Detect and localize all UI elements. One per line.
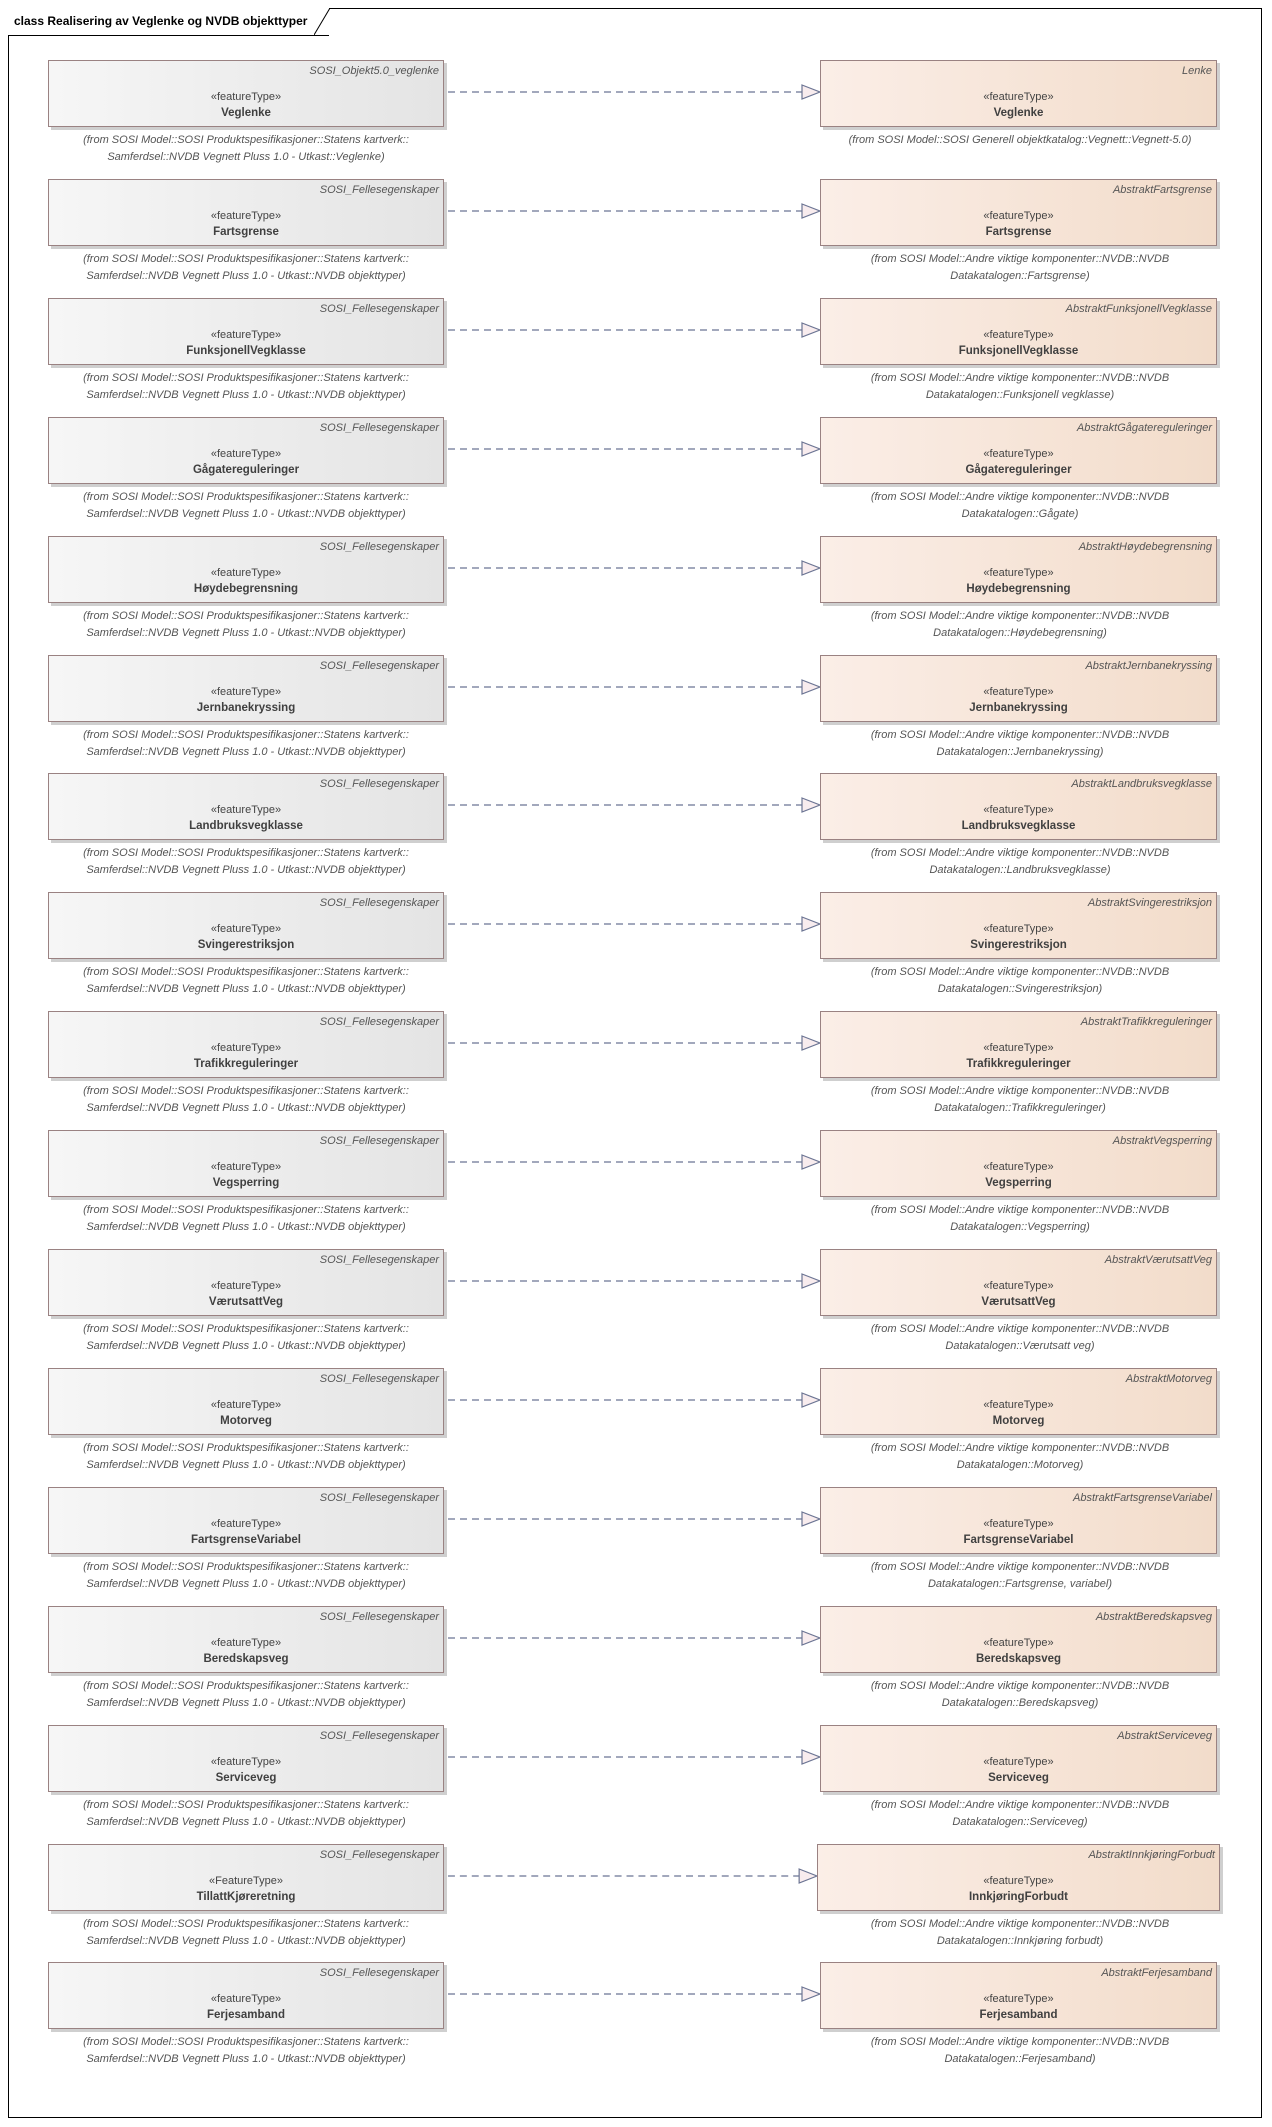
source-class-box[interactable]: [48, 1606, 444, 1673]
hollow-triangle-arrowhead-icon: [802, 1987, 820, 2001]
source-path-line-1: (from SOSI Model::SOSI Produktspesifikasjoner::Statens kartverk::: [83, 253, 409, 265]
source-class-name: Beredskapsveg: [203, 1653, 289, 1665]
source-package-path: [48, 608, 444, 642]
target-stereotype: «featureType»: [983, 1756, 1054, 1768]
source-class-box[interactable]: [48, 1844, 444, 1911]
source-stereotype: «featureType»: [210, 1161, 282, 1173]
target-path-line-2: Datakatalogen::Landbruksvegklasse): [929, 864, 1111, 876]
target-class-box[interactable]: [820, 1368, 1217, 1435]
target-class-box[interactable]: [820, 1962, 1217, 2029]
realization-row: [0, 1249, 1272, 1367]
source-class-name: Ferjesamband: [207, 2009, 285, 2021]
source-parent-class: SOSI_Fellesegenskaper: [319, 1016, 439, 1028]
target-stereotype: «featureType»: [983, 1280, 1054, 1292]
realization-row: [0, 179, 1272, 297]
target-class-box[interactable]: [820, 536, 1217, 603]
target-stereotype: «featureType»: [983, 923, 1054, 935]
realization-arrow[interactable]: [444, 201, 820, 221]
target-path-line-1: (from SOSI Model::Andre viktige komponenter::NVDB::NVDB: [870, 253, 1170, 265]
source-package-path: [48, 845, 444, 879]
target-package-path: [800, 251, 1240, 285]
target-path-line-1: (from SOSI Model::Andre viktige komponenter::NVDB::NVDB: [870, 729, 1170, 741]
source-class-box[interactable]: [48, 1249, 444, 1316]
realization-arrow[interactable]: [444, 1033, 820, 1053]
target-path-line-2: Datakatalogen::Serviceveg): [952, 1816, 1088, 1828]
source-path-line-1: (from SOSI Model::SOSI Produktspesifikasjoner::Statens kartverk::: [83, 134, 409, 146]
source-class-box[interactable]: [48, 1725, 444, 1792]
source-parent-class: SOSI_Fellesegenskaper: [319, 1730, 439, 1742]
source-path-line-1: (from SOSI Model::SOSI Produktspesifikasjoner::Statens kartverk::: [83, 1204, 409, 1216]
target-package-path: [800, 1321, 1240, 1355]
target-parent-class: Lenke: [1182, 65, 1212, 77]
target-stereotype: «featureType»: [983, 1518, 1054, 1530]
source-class-box[interactable]: [48, 536, 444, 603]
realization-arrow[interactable]: [444, 1390, 820, 1410]
target-stereotype: «featureType»: [983, 329, 1054, 341]
source-class-box[interactable]: [48, 892, 444, 959]
source-class-name: Høydebegrensning: [193, 583, 299, 595]
source-path-line-1: (from SOSI Model::SOSI Produktspesifikasjoner::Statens kartverk::: [83, 610, 409, 622]
source-path-line-1: (from SOSI Model::SOSI Produktspesifikasjoner::Statens kartverk::: [83, 2036, 409, 2048]
target-path-line-1: (from SOSI Model::Andre viktige komponenter::NVDB::NVDB: [870, 1442, 1170, 1454]
target-package-path: [800, 1797, 1240, 1831]
source-path-line-1: (from SOSI Model::SOSI Produktspesifikasjoner::Statens kartverk::: [83, 1680, 409, 1692]
target-path-line-1: (from SOSI Model::Andre viktige komponenter::NVDB::NVDB: [870, 1561, 1170, 1573]
target-parent-class: AbstraktBeredskapsveg: [1095, 1611, 1212, 1623]
realization-row: [0, 1962, 1272, 2080]
target-class-box[interactable]: [820, 298, 1217, 365]
target-path-line-2: Datakatalogen::Funksjonell vegklasse): [925, 389, 1115, 401]
source-class-box[interactable]: [48, 773, 444, 840]
source-class-name: Motorveg: [220, 1415, 272, 1427]
hollow-triangle-arrowhead-icon: [802, 1036, 820, 1050]
source-stereotype: «featureType»: [210, 1756, 282, 1768]
target-path-line-2: Datakatalogen::Fartsgrense): [950, 270, 1090, 282]
source-path-line-2: Samferdsel::NVDB Vegnett Pluss 1.0 - Utkast::NVDB objekttyper): [86, 1221, 406, 1233]
source-class-box[interactable]: [48, 1487, 444, 1554]
hollow-triangle-arrowhead-icon: [799, 1869, 817, 1883]
source-path-line-2: Samferdsel::NVDB Vegnett Pluss 1.0 - Utkast::NVDB objekttyper): [86, 1578, 406, 1590]
hollow-triangle-arrowhead-icon: [802, 561, 820, 575]
target-class-box[interactable]: [820, 60, 1217, 127]
target-parent-class: AbstraktFunksjonellVegklasse: [1065, 303, 1212, 315]
target-stereotype: «featureType»: [983, 1637, 1054, 1649]
source-path-line-1: (from SOSI Model::SOSI Produktspesifikasjoner::Statens kartverk::: [83, 1561, 409, 1573]
hollow-triangle-arrowhead-icon: [802, 85, 820, 99]
target-stereotype: «featureType»: [983, 804, 1054, 816]
target-parent-class: AbstraktFartsgrense: [1112, 184, 1212, 196]
source-class-name: Trafikkreguleringer: [193, 1058, 299, 1070]
realization-row: [0, 655, 1272, 773]
target-parent-class: AbstraktServiceveg: [1117, 1730, 1212, 1742]
source-class-name: Gågatereguleringer: [192, 464, 300, 476]
source-parent-class: SOSI_Fellesegenskaper: [319, 1849, 439, 1861]
target-stereotype: «featureType»: [983, 567, 1054, 579]
source-class-box[interactable]: [48, 179, 444, 246]
source-package-path: [48, 132, 444, 166]
target-path-line-2: Datakatalogen::Værutsatt veg): [945, 1340, 1095, 1352]
realization-row: [0, 1844, 1272, 1962]
source-parent-class: SOSI_Fellesegenskaper: [319, 422, 439, 434]
source-package-path: [48, 727, 444, 761]
source-path-line-2: Samferdsel::NVDB Vegnett Pluss 1.0 - Utkast::NVDB objekttyper): [86, 1935, 406, 1947]
source-stereotype: «featureType»: [210, 686, 282, 698]
target-path-line-1: (from SOSI Model::Andre viktige komponenter::NVDB::NVDB: [870, 1085, 1170, 1097]
target-path-line-2: Datakatalogen::Høydebegrensning): [933, 627, 1107, 639]
target-stereotype: «featureType»: [983, 91, 1054, 103]
target-class-box[interactable]: [820, 179, 1217, 246]
target-path-line-2: Datakatalogen::Jernbanekryssing): [936, 746, 1104, 758]
hollow-triangle-arrowhead-icon: [802, 1750, 820, 1764]
realization-arrow[interactable]: [444, 320, 820, 340]
target-package-path: [800, 370, 1240, 404]
realization-arrow[interactable]: [444, 558, 820, 578]
source-stereotype: «featureType»: [210, 329, 282, 341]
source-stereotype: «featureType»: [210, 210, 282, 222]
target-parent-class: AbstraktGågatereguleringer: [1076, 422, 1212, 434]
target-path-line-1: (from SOSI Model::Andre viktige komponenter::NVDB::NVDB: [870, 372, 1170, 384]
target-stereotype: «featureType»: [983, 1042, 1054, 1054]
hollow-triangle-arrowhead-icon: [802, 204, 820, 218]
target-path-line-2: Datakatalogen::Trafikkreguleringer): [934, 1102, 1106, 1114]
target-package-path: [800, 1678, 1240, 1712]
realization-arrow[interactable]: [444, 795, 820, 815]
source-path-line-2: Samferdsel::NVDB Vegnett Pluss 1.0 - Utkast::NVDB objekttyper): [86, 746, 406, 758]
target-path-line-1: (from SOSI Model::Andre viktige komponenter::NVDB::NVDB: [870, 847, 1170, 859]
realization-row: [0, 298, 1272, 416]
target-package-path: [800, 1202, 1240, 1236]
hollow-triangle-arrowhead-icon: [802, 1631, 820, 1645]
source-package-path: [48, 1559, 444, 1593]
source-stereotype: «featureType»: [210, 1637, 282, 1649]
source-parent-class: SOSI_Fellesegenskaper: [319, 778, 439, 790]
realization-arrow[interactable]: [444, 1747, 820, 1767]
target-parent-class: AbstraktTrafikkreguleringer: [1080, 1016, 1212, 1028]
realization-row: [0, 1487, 1272, 1605]
source-package-path: [48, 489, 444, 523]
tab-corner-icon: [314, 8, 330, 36]
source-class-box[interactable]: [48, 417, 444, 484]
target-class-name: Trafikkreguleringer: [966, 1058, 1071, 1070]
target-path-line-2: Datakatalogen::Motorveg): [956, 1459, 1084, 1471]
target-class-name: Gågatereguleringer: [965, 464, 1072, 476]
target-path-line-2: Datakatalogen::Fartsgrense, variabel): [927, 1578, 1113, 1590]
target-parent-class: AbstraktSvingerestriksjon: [1087, 897, 1212, 909]
source-class-name: FartsgrenseVariabel: [191, 1534, 301, 1546]
source-stereotype: «featureType»: [210, 1042, 282, 1054]
target-class-name: Motorveg: [992, 1415, 1045, 1427]
target-class-name: InnkjøringForbudt: [968, 1891, 1068, 1903]
source-class-box[interactable]: [48, 1011, 444, 1078]
target-path-line-1: (from SOSI Model::Andre viktige komponenter::NVDB::NVDB: [870, 1799, 1170, 1811]
source-parent-class: SOSI_Fellesegenskaper: [319, 1135, 439, 1147]
target-class-name: Jernbanekryssing: [969, 702, 1068, 714]
source-path-line-1: (from SOSI Model::SOSI Produktspesifikasjoner::Statens kartverk::: [83, 847, 409, 859]
target-class-name: VærutsattVeg: [981, 1296, 1056, 1308]
source-class-box[interactable]: [48, 1368, 444, 1435]
target-package-path: [800, 727, 1240, 761]
hollow-triangle-arrowhead-icon: [802, 917, 820, 931]
realization-row: [0, 1011, 1272, 1129]
source-path-line-1: (from SOSI Model::SOSI Produktspesifikasjoner::Statens kartverk::: [83, 1918, 409, 1930]
realization-row: [0, 536, 1272, 654]
target-path-line-1: (from SOSI Model::Andre viktige komponenter::NVDB::NVDB: [870, 491, 1170, 503]
realization-row: [0, 1368, 1272, 1486]
target-package-path: [800, 608, 1240, 642]
target-path-line-1: (from SOSI Model::Andre viktige komponenter::NVDB::NVDB: [870, 1918, 1170, 1930]
source-class-name: Vegsperring: [212, 1177, 280, 1189]
target-path-line-1: (from SOSI Model::Andre viktige komponenter::NVDB::NVDB: [870, 1680, 1170, 1692]
source-path-line-2: Samferdsel::NVDB Vegnett Pluss 1.0 - Utkast::NVDB objekttyper): [86, 508, 406, 520]
source-parent-class: SOSI_Fellesegenskaper: [319, 1611, 439, 1623]
source-parent-class: SOSI_Fellesegenskaper: [319, 660, 439, 672]
source-class-name: Svingerestriksjon: [197, 939, 295, 951]
realization-arrow[interactable]: [444, 1866, 817, 1886]
target-path-line-1: (from SOSI Model::Andre viktige komponenter::NVDB::NVDB: [870, 966, 1170, 978]
target-parent-class: AbstraktMotorveg: [1125, 1373, 1212, 1385]
realization-row: [0, 1130, 1272, 1248]
target-package-path: [800, 132, 1240, 149]
source-class-box[interactable]: [48, 1130, 444, 1197]
source-path-line-1: (from SOSI Model::SOSI Produktspesifikasjoner::Statens kartverk::: [83, 1085, 409, 1097]
source-class-name: Fartsgrense: [213, 226, 279, 238]
target-parent-class: AbstraktInnkjøringForbudt: [1088, 1849, 1215, 1861]
realization-arrow[interactable]: [444, 82, 820, 102]
target-path-line-1: (from SOSI Model::Andre viktige komponenter::NVDB::NVDB: [870, 1204, 1170, 1216]
hollow-triangle-arrowhead-icon: [802, 798, 820, 812]
target-parent-class: AbstraktLandbruksvegklasse: [1071, 778, 1212, 790]
target-parent-class: AbstraktVegsperring: [1112, 1135, 1212, 1147]
target-class-box[interactable]: [820, 1249, 1217, 1316]
source-package-path: [48, 1321, 444, 1355]
target-stereotype: «featureType»: [983, 1161, 1054, 1173]
source-path-line-1: (from SOSI Model::SOSI Produktspesifikasjoner::Statens kartverk::: [83, 729, 409, 741]
target-path-line-1: (from SOSI Model::Andre viktige komponenter::NVDB::NVDB: [870, 610, 1170, 622]
target-class-name: FartsgrenseVariabel: [963, 1534, 1074, 1546]
source-class-name: FunksjonellVegklasse: [186, 345, 306, 357]
source-path-line-1: (from SOSI Model::SOSI Produktspesifikasjoner::Statens kartverk::: [83, 491, 409, 503]
source-stereotype: «featureType»: [210, 1399, 282, 1411]
source-path-line-1: (from SOSI Model::SOSI Produktspesifikasjoner::Statens kartverk::: [83, 372, 409, 384]
hollow-triangle-arrowhead-icon: [802, 442, 820, 456]
source-class-name: Serviceveg: [215, 1772, 277, 1784]
target-class-name: Veglenke: [993, 107, 1044, 119]
source-package-path: [48, 1083, 444, 1117]
source-path-line-2: Samferdsel::NVDB Vegnett Pluss 1.0 - Utkast::NVDB objekttyper): [86, 1340, 406, 1352]
source-package-path: [48, 1678, 444, 1712]
diagram-title: class Realisering av Veglenke og NVDB objekttyper: [14, 14, 308, 28]
realization-row: [0, 1725, 1272, 1843]
source-parent-class: SOSI_Fellesegenskaper: [319, 184, 439, 196]
target-stereotype: «featureType»: [983, 1399, 1054, 1411]
target-parent-class: AbstraktFartsgrenseVariabel: [1073, 1492, 1212, 1504]
source-path-line-2: Samferdsel::NVDB Vegnett Pluss 1.0 - Utkast::NVDB objekttyper): [86, 1102, 406, 1114]
realization-arrow[interactable]: [444, 1984, 820, 2004]
target-parent-class: AbstraktJernbanekryssing: [1085, 660, 1212, 672]
realization-row: [0, 1606, 1272, 1724]
target-class-name: Svingerestriksjon: [970, 939, 1067, 951]
source-class-box[interactable]: [48, 60, 444, 127]
source-stereotype: «FeatureType»: [209, 1875, 283, 1887]
realization-arrow[interactable]: [444, 1271, 820, 1291]
hollow-triangle-arrowhead-icon: [802, 1393, 820, 1407]
source-package-path: [48, 370, 444, 404]
target-path-line-2: Datakatalogen::Innkjøring forbudt): [936, 1935, 1104, 1947]
target-class-name: Ferjesamband: [979, 2009, 1058, 2021]
target-path-line-1: (from SOSI Model::Andre viktige komponenter::NVDB::NVDB: [870, 1323, 1170, 1335]
source-path-line-2: Samferdsel::NVDB Vegnett Pluss 1.0 - Utkast::Veglenke): [107, 151, 385, 163]
realization-arrow[interactable]: [444, 1628, 820, 1648]
target-class-box[interactable]: [820, 892, 1217, 959]
target-package-path: [800, 1083, 1240, 1117]
source-package-path: [48, 964, 444, 998]
target-package-path: [800, 845, 1240, 879]
source-parent-class: SOSI_Fellesegenskaper: [319, 1492, 439, 1504]
target-class-box[interactable]: [820, 1606, 1217, 1673]
source-package-path: [48, 251, 444, 285]
target-package-path: [800, 1916, 1240, 1950]
hollow-triangle-arrowhead-icon: [802, 1512, 820, 1526]
target-parent-class: AbstraktFerjesamband: [1101, 1967, 1212, 1979]
target-stereotype: «featureType»: [983, 210, 1054, 222]
source-package-path: [48, 1797, 444, 1831]
realization-row: [0, 60, 1272, 178]
source-stereotype: «featureType»: [210, 1280, 282, 1292]
diagram-title-tab: [8, 8, 329, 36]
source-class-name: Jernbanekryssing: [196, 702, 296, 714]
realization-arrow[interactable]: [444, 1152, 820, 1172]
target-package-path: [800, 964, 1240, 998]
source-package-path: [48, 1440, 444, 1474]
target-path-line-2: Datakatalogen::Beredskapsveg): [941, 1697, 1099, 1709]
source-parent-class: SOSI_Fellesegenskaper: [319, 1254, 439, 1266]
target-class-box[interactable]: [820, 655, 1217, 722]
source-path-line-1: (from SOSI Model::SOSI Produktspesifikasjoner::Statens kartverk::: [83, 966, 409, 978]
source-package-path: [48, 1202, 444, 1236]
realization-row: [0, 773, 1272, 891]
source-path-line-2: Samferdsel::NVDB Vegnett Pluss 1.0 - Utkast::NVDB objekttyper): [86, 864, 406, 876]
target-class-name: Vegsperring: [985, 1177, 1052, 1189]
source-path-line-2: Samferdsel::NVDB Vegnett Pluss 1.0 - Utkast::NVDB objekttyper): [86, 1459, 406, 1471]
target-class-box[interactable]: [820, 1130, 1217, 1197]
target-package-path: [800, 2034, 1240, 2068]
target-class-name: Beredskapsveg: [975, 1653, 1062, 1665]
target-class-box[interactable]: [820, 417, 1217, 484]
target-class-box[interactable]: [820, 773, 1217, 840]
target-path-line-2: Datakatalogen::Svingerestriksjon): [937, 983, 1103, 995]
target-package-path: [800, 489, 1240, 523]
source-stereotype: «featureType»: [210, 1518, 282, 1530]
source-stereotype: «featureType»: [210, 91, 282, 103]
source-path-line-2: Samferdsel::NVDB Vegnett Pluss 1.0 - Utkast::NVDB objekttyper): [86, 1697, 406, 1709]
realization-arrow[interactable]: [444, 914, 820, 934]
source-path-line-2: Samferdsel::NVDB Vegnett Pluss 1.0 - Utkast::NVDB objekttyper): [86, 983, 406, 995]
target-class-box[interactable]: [820, 1011, 1217, 1078]
target-path-line-1: (from SOSI Model::SOSI Generell objektkatalog::Vegnett::Vegnett-5.0): [848, 134, 1192, 146]
source-stereotype: «featureType»: [210, 804, 282, 816]
target-class-name: Høydebegrensning: [966, 583, 1071, 595]
realization-arrow[interactable]: [444, 439, 820, 459]
hollow-triangle-arrowhead-icon: [802, 1155, 820, 1169]
source-parent-class: SOSI_Fellesegenskaper: [319, 1373, 439, 1385]
target-package-path: [800, 1440, 1240, 1474]
hollow-triangle-arrowhead-icon: [802, 1274, 820, 1288]
source-class-name: Landbruksvegklasse: [189, 820, 303, 832]
target-stereotype: «featureType»: [983, 1993, 1054, 2005]
target-path-line-2: Datakatalogen::Vegsperring): [950, 1221, 1090, 1233]
source-class-box[interactable]: [48, 655, 444, 722]
source-path-line-2: Samferdsel::NVDB Vegnett Pluss 1.0 - Utkast::NVDB objekttyper): [86, 627, 406, 639]
source-path-line-2: Samferdsel::NVDB Vegnett Pluss 1.0 - Utkast::NVDB objekttyper): [86, 389, 406, 401]
realization-arrow[interactable]: [444, 677, 820, 697]
target-class-name: Serviceveg: [988, 1772, 1049, 1784]
source-package-path: [48, 2034, 444, 2068]
target-stereotype: «featureType»: [983, 1875, 1054, 1887]
source-class-box[interactable]: [48, 1962, 444, 2029]
hollow-triangle-arrowhead-icon: [802, 680, 820, 694]
target-parent-class: AbstraktHøydebegrensning: [1078, 541, 1212, 553]
target-class-name: FunksjonellVegklasse: [958, 345, 1079, 357]
source-parent-class: SOSI_Fellesegenskaper: [319, 303, 439, 315]
realization-arrow[interactable]: [444, 1509, 820, 1529]
source-parent-class: SOSI_Fellesegenskaper: [319, 897, 439, 909]
target-class-name: Landbruksvegklasse: [961, 820, 1076, 832]
target-package-path: [800, 1559, 1240, 1593]
source-class-name: TillattKjøreretning: [196, 1891, 296, 1903]
target-path-line-2: Datakatalogen::Ferjesamband): [944, 2053, 1096, 2065]
hollow-triangle-arrowhead-icon: [802, 323, 820, 337]
source-path-line-1: (from SOSI Model::SOSI Produktspesifikasjoner::Statens kartverk::: [83, 1323, 409, 1335]
source-parent-class: SOSI_Fellesegenskaper: [319, 541, 439, 553]
source-stereotype: «featureType»: [210, 1993, 282, 2005]
target-path-line-1: (from SOSI Model::Andre viktige komponenter::NVDB::NVDB: [870, 2036, 1170, 2048]
source-package-path: [48, 1916, 444, 1950]
target-path-line-2: Datakatalogen::Gågate): [961, 508, 1079, 520]
realization-row: [0, 417, 1272, 535]
target-parent-class: AbstraktVærutsattVeg: [1104, 1254, 1212, 1266]
target-class-box[interactable]: [820, 1487, 1217, 1554]
source-parent-class: SOSI_Objekt5.0_veglenke: [309, 65, 439, 77]
source-path-line-1: (from SOSI Model::SOSI Produktspesifikasjoner::Statens kartverk::: [83, 1442, 409, 1454]
source-class-name: VærutsattVeg: [208, 1296, 284, 1308]
source-path-line-2: Samferdsel::NVDB Vegnett Pluss 1.0 - Utkast::NVDB objekttyper): [86, 1816, 406, 1828]
target-class-box[interactable]: [820, 1725, 1217, 1792]
target-class-box[interactable]: [817, 1844, 1220, 1911]
source-stereotype: «featureType»: [210, 448, 282, 460]
source-path-line-1: (from SOSI Model::SOSI Produktspesifikasjoner::Statens kartverk::: [83, 1799, 409, 1811]
target-stereotype: «featureType»: [983, 448, 1054, 460]
target-class-name: Fartsgrense: [985, 226, 1052, 238]
source-path-line-2: Samferdsel::NVDB Vegnett Pluss 1.0 - Utkast::NVDB objekttyper): [86, 270, 406, 282]
realization-row: [0, 892, 1272, 1010]
target-stereotype: «featureType»: [983, 686, 1054, 698]
source-path-line-2: Samferdsel::NVDB Vegnett Pluss 1.0 - Utkast::NVDB objekttyper): [86, 2053, 406, 2065]
source-stereotype: «featureType»: [210, 567, 282, 579]
source-parent-class: SOSI_Fellesegenskaper: [319, 1967, 439, 1979]
source-class-box[interactable]: [48, 298, 444, 365]
source-stereotype: «featureType»: [210, 923, 282, 935]
source-class-name: Veglenke: [221, 107, 271, 119]
